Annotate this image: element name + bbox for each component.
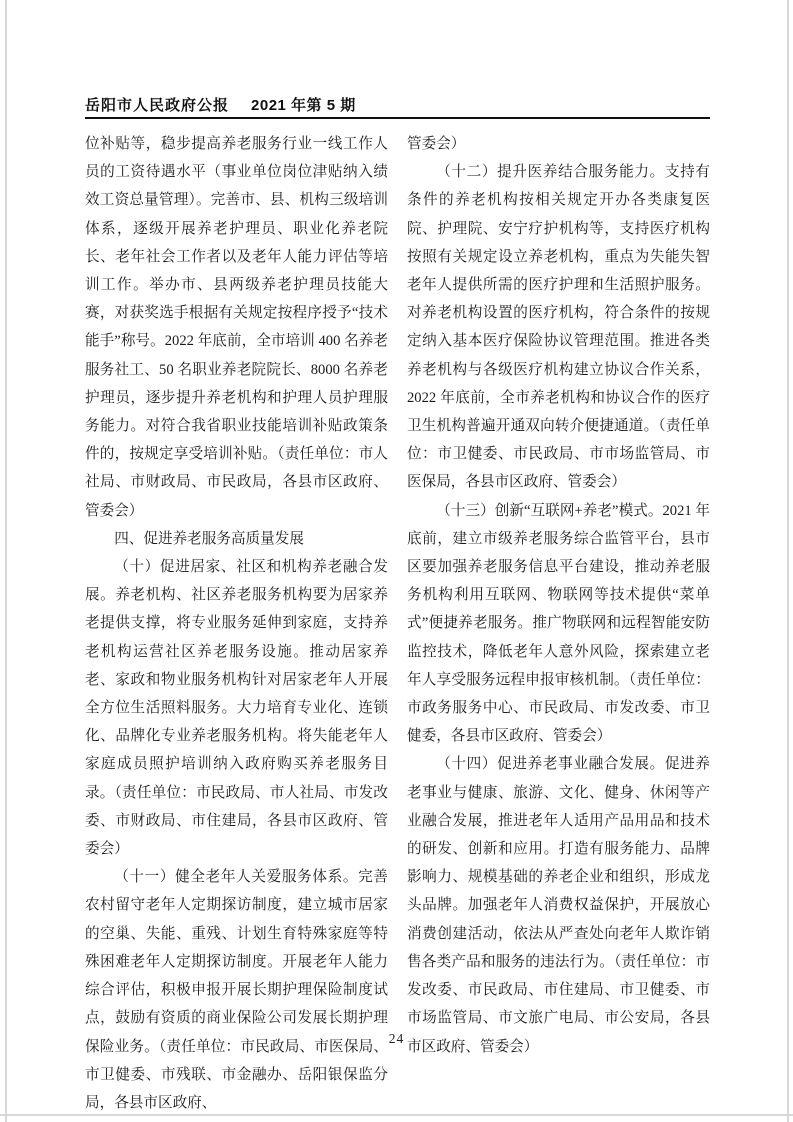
scan-edge-right <box>787 0 789 1122</box>
body-paragraph-item-11: （十一）健全老年人关爱服务体系。完善农村留守老年人定期探访制度，建立城市居家的空巢、失能、重残、计划生育特殊家庭等特殊困难老年人定期探访制度。开展老年人能力综合评估，积极申报开展长期护理保险制度试点，鼓励有资质的商业保险公司发展长期护理保险业务。（责任单位：市民政局、市医保局、市卫健委、市残联、市金融办、岳阳银保监分局，各县市区政府、 <box>85 869 388 1111</box>
right-column <box>407 130 710 1117</box>
issue-label: 2021 年第 5 期 <box>251 97 356 114</box>
document-body <box>85 130 710 1117</box>
publication-title: 岳阳市人民政府公报 <box>85 97 230 114</box>
page-number: 24 <box>388 1031 405 1046</box>
body-paragraph-item-10: （十）促进居家、社区和机构养老融合发展。养老机构、社区养老服务机构要为居家养老提供支撑，将专业服务延伸到家庭，支持养老机构运营社区养老服务设施。推动居家养老、家政和物业服务机构针对居家老年人开展全方位生活照料服务。大力培育专业化、连锁化、品牌化专业养老服务机构。将失能老年人家庭成员照护培训纳入政府购买养老服务目录。（责任单位：市民政局、市人社局、市发改委、市财政局、市住建局，各县市区政府、管委会） <box>85 559 388 858</box>
section-heading: 四、促进养老服务高质量发展 <box>114 530 304 547</box>
body-paragraph-continued: 位补贴等，稳步提高养老服务行业一线工作人员的工资待遇水平（事业单位岗位津贴纳入绩效工资总量管理）。完善市、县、机构三级培训体系，逐级开展养老护理员、职业化养老院长、老年社会工作者以及老年人能力评估等培训工作。举办市、县两级养老护理员技能大赛，对获奖选手根据有关规定按程序授予“技术能手”称号。2022 年底前，全市培训 400 名养老服务社工、50 名职业养老院院长、8000 名养老护理员，逐步提升养老机构和护理人员护理服务能力。对符合我省职业技能培训补贴政策条件的，按规定享受培训补贴。（责任单位：市人社局、市财政局、市民政局，各县市区政府、管委会） <box>85 136 388 519</box>
header-divider <box>85 117 710 119</box>
body-paragraph-item-13: （十三）创新“互联网+养老”模式。2021 年底前，建立市级养老服务综合监管平台，县市区要加强养老服务信息平台建设，推动养老服务机构利用互联网、物联网等技术提供“菜单式”便捷养老服务。推广物联网和远程智能安防监控技术，降低老年人意外风险，探索建立老年人享受服务远程申报审核机制。（责任单位：市政务服务中心、市民政局、市发改委、市卫健委，各县市区政府、管委会） <box>407 502 710 745</box>
body-paragraph-item-12: （十二）提升医养结合服务能力。支持有条件的养老机构按相关规定开办各类康复医院、护理院、安宁疗护机构等，支持医疗机构按照有关规定设立养老机构，重点为失能失智老年人提供所需的医疗护理和生活照护服务。对养老机构设置的医疗机构，符合条件的按规定纳入基本医疗保险协议管理范围。推进各类养老机构与各级医疗机构建立协议合作关系，2022 年底前，全市养老机构和协议合作的医疗卫生机构普遍开通双向转介便捷通道。（责任单位：市卫健委、市民政局、市市场监管局、市医保局，各县市区政府、管委会） <box>407 164 710 491</box>
body-paragraph-continued-tail: 管委会） <box>407 136 466 152</box>
body-paragraph-item-14: （十四）促进养老事业融合发展。促进养老事业与健康、旅游、文化、健身、休闲等产业融合发展，推进老年人适用产品用品和技术的研发、创新和应用。打造有服务能力、品牌影响力、规模基础的养老企业和组织，形成龙头品牌。加强老年人消费权益保护，开展放心消费创建活动，依法从严查处向老年人欺诈销售各类产品和服务的违法行为。（责任单位：市发改委、市民政局、市住建局、市卫健委、市市场监管局、市文旅广电局、市公安局，各县市区政府、管委会） <box>407 756 710 1055</box>
scan-edge-left <box>5 0 7 1122</box>
page-header <box>85 94 710 115</box>
left-column <box>85 130 388 1117</box>
